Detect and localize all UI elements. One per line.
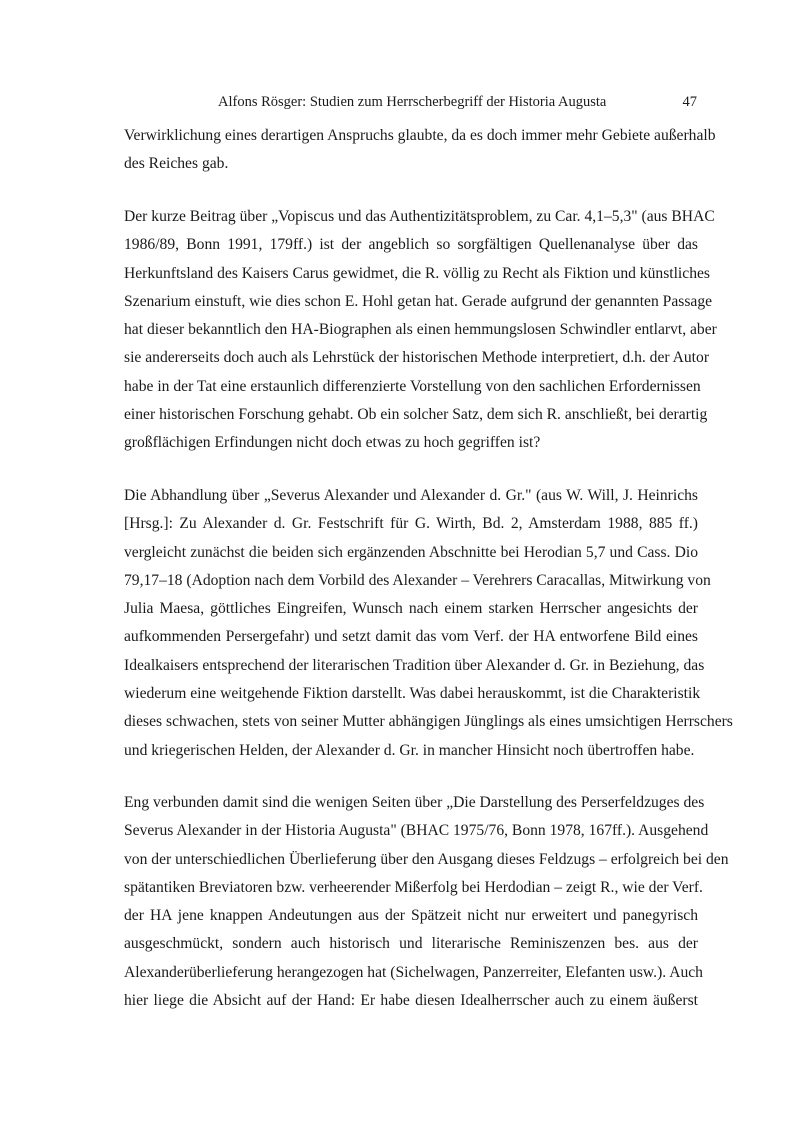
text-line: Der kurze Beitrag über „Vopiscus und das Authentizitätsproblem, zu Car. 4,1–5,3" (aus BHAC bbox=[124, 208, 715, 225]
text-line: der HA jene knappen Andeutungen aus der Spätzeit nicht nur erweitert und panegyrisch bbox=[124, 907, 698, 925]
text-line: vergleicht zunächst die beiden sich ergänzenden Abschnitte bei Herodian 5,7 und Cass. Dio bbox=[124, 543, 698, 561]
text-line: großflächigen Erfindungen nicht doch etwas zu hoch gegriffen ist? bbox=[124, 434, 541, 452]
text-line: Alexanderüberlieferung herangezogen hat (Sichelwagen, Panzerreiter, Elefanten usw.). Auch bbox=[124, 963, 703, 981]
paragraph bbox=[124, 789, 729, 1015]
text-line: hier liege die Absicht auf der Hand: Er habe diesen Idealherrscher auch zu einem äußerst bbox=[124, 992, 698, 1010]
text-line: habe in der Tat eine erstaunlich differenzierte Vorstellung von den sachlichen Erfordernissen bbox=[124, 377, 701, 395]
text-line: spätantiken Breviatoren bzw. verheerender Mißerfolg bei Herdodian – zeigt R., wie der Verf. bbox=[124, 878, 703, 896]
text-line: Julia Maesa, göttliches Eingreifen, Wunsch nach einem starken Herrscher angesichts der bbox=[124, 600, 698, 618]
page-number: 47 bbox=[682, 94, 697, 110]
text-line: wiederum eine weitgehende Fiktion darstellt. Was dabei herauskommt, ist die Charakteristik bbox=[124, 685, 701, 703]
text-line: 79,17–18 (Adoption nach dem Vorbild des Alexander – Verehrers Caracallas, Mitwirkung von bbox=[124, 571, 711, 589]
text-line: des Reiches gab. bbox=[124, 155, 229, 173]
text-line: und kriegerischen Helden, der Alexander d. Gr. in mancher Hinsicht noch übertroffen habe. bbox=[124, 741, 695, 759]
text-line: hat dieser bekanntlich den HA-Biographen als einen hemmungslosen Schwindler entlarvt, aber bbox=[124, 321, 717, 339]
paragraph bbox=[124, 122, 716, 179]
text-line: Severus Alexander in der Historia Augusta" (BHAC 1975/76, Bonn 1978, 167ff.). Ausgehend bbox=[124, 822, 709, 840]
text-line: von der unterschiedlichen Überlieferung über den Ausgang dieses Feldzugs – erfolgreich bei den bbox=[124, 850, 729, 868]
text-line: Eng verbunden damit sind die wenigen Seiten über „Die Darstellung des Perserfeldzuges des bbox=[124, 794, 705, 811]
text-line: einer historischen Forschung gehabt. Ob ein solcher Satz, dem sich R. anschließt, bei derartig bbox=[124, 406, 708, 424]
text-line: Herkunftsland des Kaisers Carus gewidmet, die R. völlig zu Recht als Fiktion und künstliches bbox=[124, 264, 710, 282]
text-line: [Hrsg.]: Zu Alexander d. Gr. Festschrift für G. Wirth, Bd. 2, Amsterdam 1988, 885 ff.) bbox=[124, 515, 698, 533]
paragraph bbox=[124, 203, 717, 458]
text-line: Idealkaisers entsprechend der literarischen Tradition über Alexander d. Gr. in Beziehung, das bbox=[124, 656, 705, 674]
text-line: Szenarium einstuft, wie dies schon E. Hohl getan hat. Gerade aufgrund der genannten Passage bbox=[124, 292, 713, 310]
text-line: dieses schwachen, stets von seiner Mutter abhängigen Jünglings als eines umsichtigen Herrschers bbox=[124, 713, 733, 731]
text-line: Verwirklichung eines derartigen Anspruchs glaubte, da es doch immer mehr Gebiete außerhalb bbox=[124, 127, 716, 144]
text-line: aufkommenden Persergefahr) und setzt damit das vom Verf. der HA entworfene Bild eines bbox=[124, 628, 698, 646]
text-line: 1986/89, Bonn 1991, 179ff.) ist der angeblich so sorgfältigen Quellenanalyse über das bbox=[124, 236, 698, 254]
text-line: Die Abhandlung über „Severus Alexander und Alexander d. Gr." (aus W. Will, J. Heinrichs bbox=[124, 487, 698, 504]
text-line: sie andererseits doch auch als Lehrstück der historischen Methode interpretiert, d.h. der Autor bbox=[124, 349, 710, 367]
text-line: ausgeschmückt, sondern auch historisch und literarische Reminiszenzen bes. aus der bbox=[124, 935, 698, 953]
paragraph bbox=[124, 482, 733, 765]
header-title: Alfons Rösger: Studien zum Herrscherbegriff der Historia Augusta bbox=[218, 94, 607, 110]
